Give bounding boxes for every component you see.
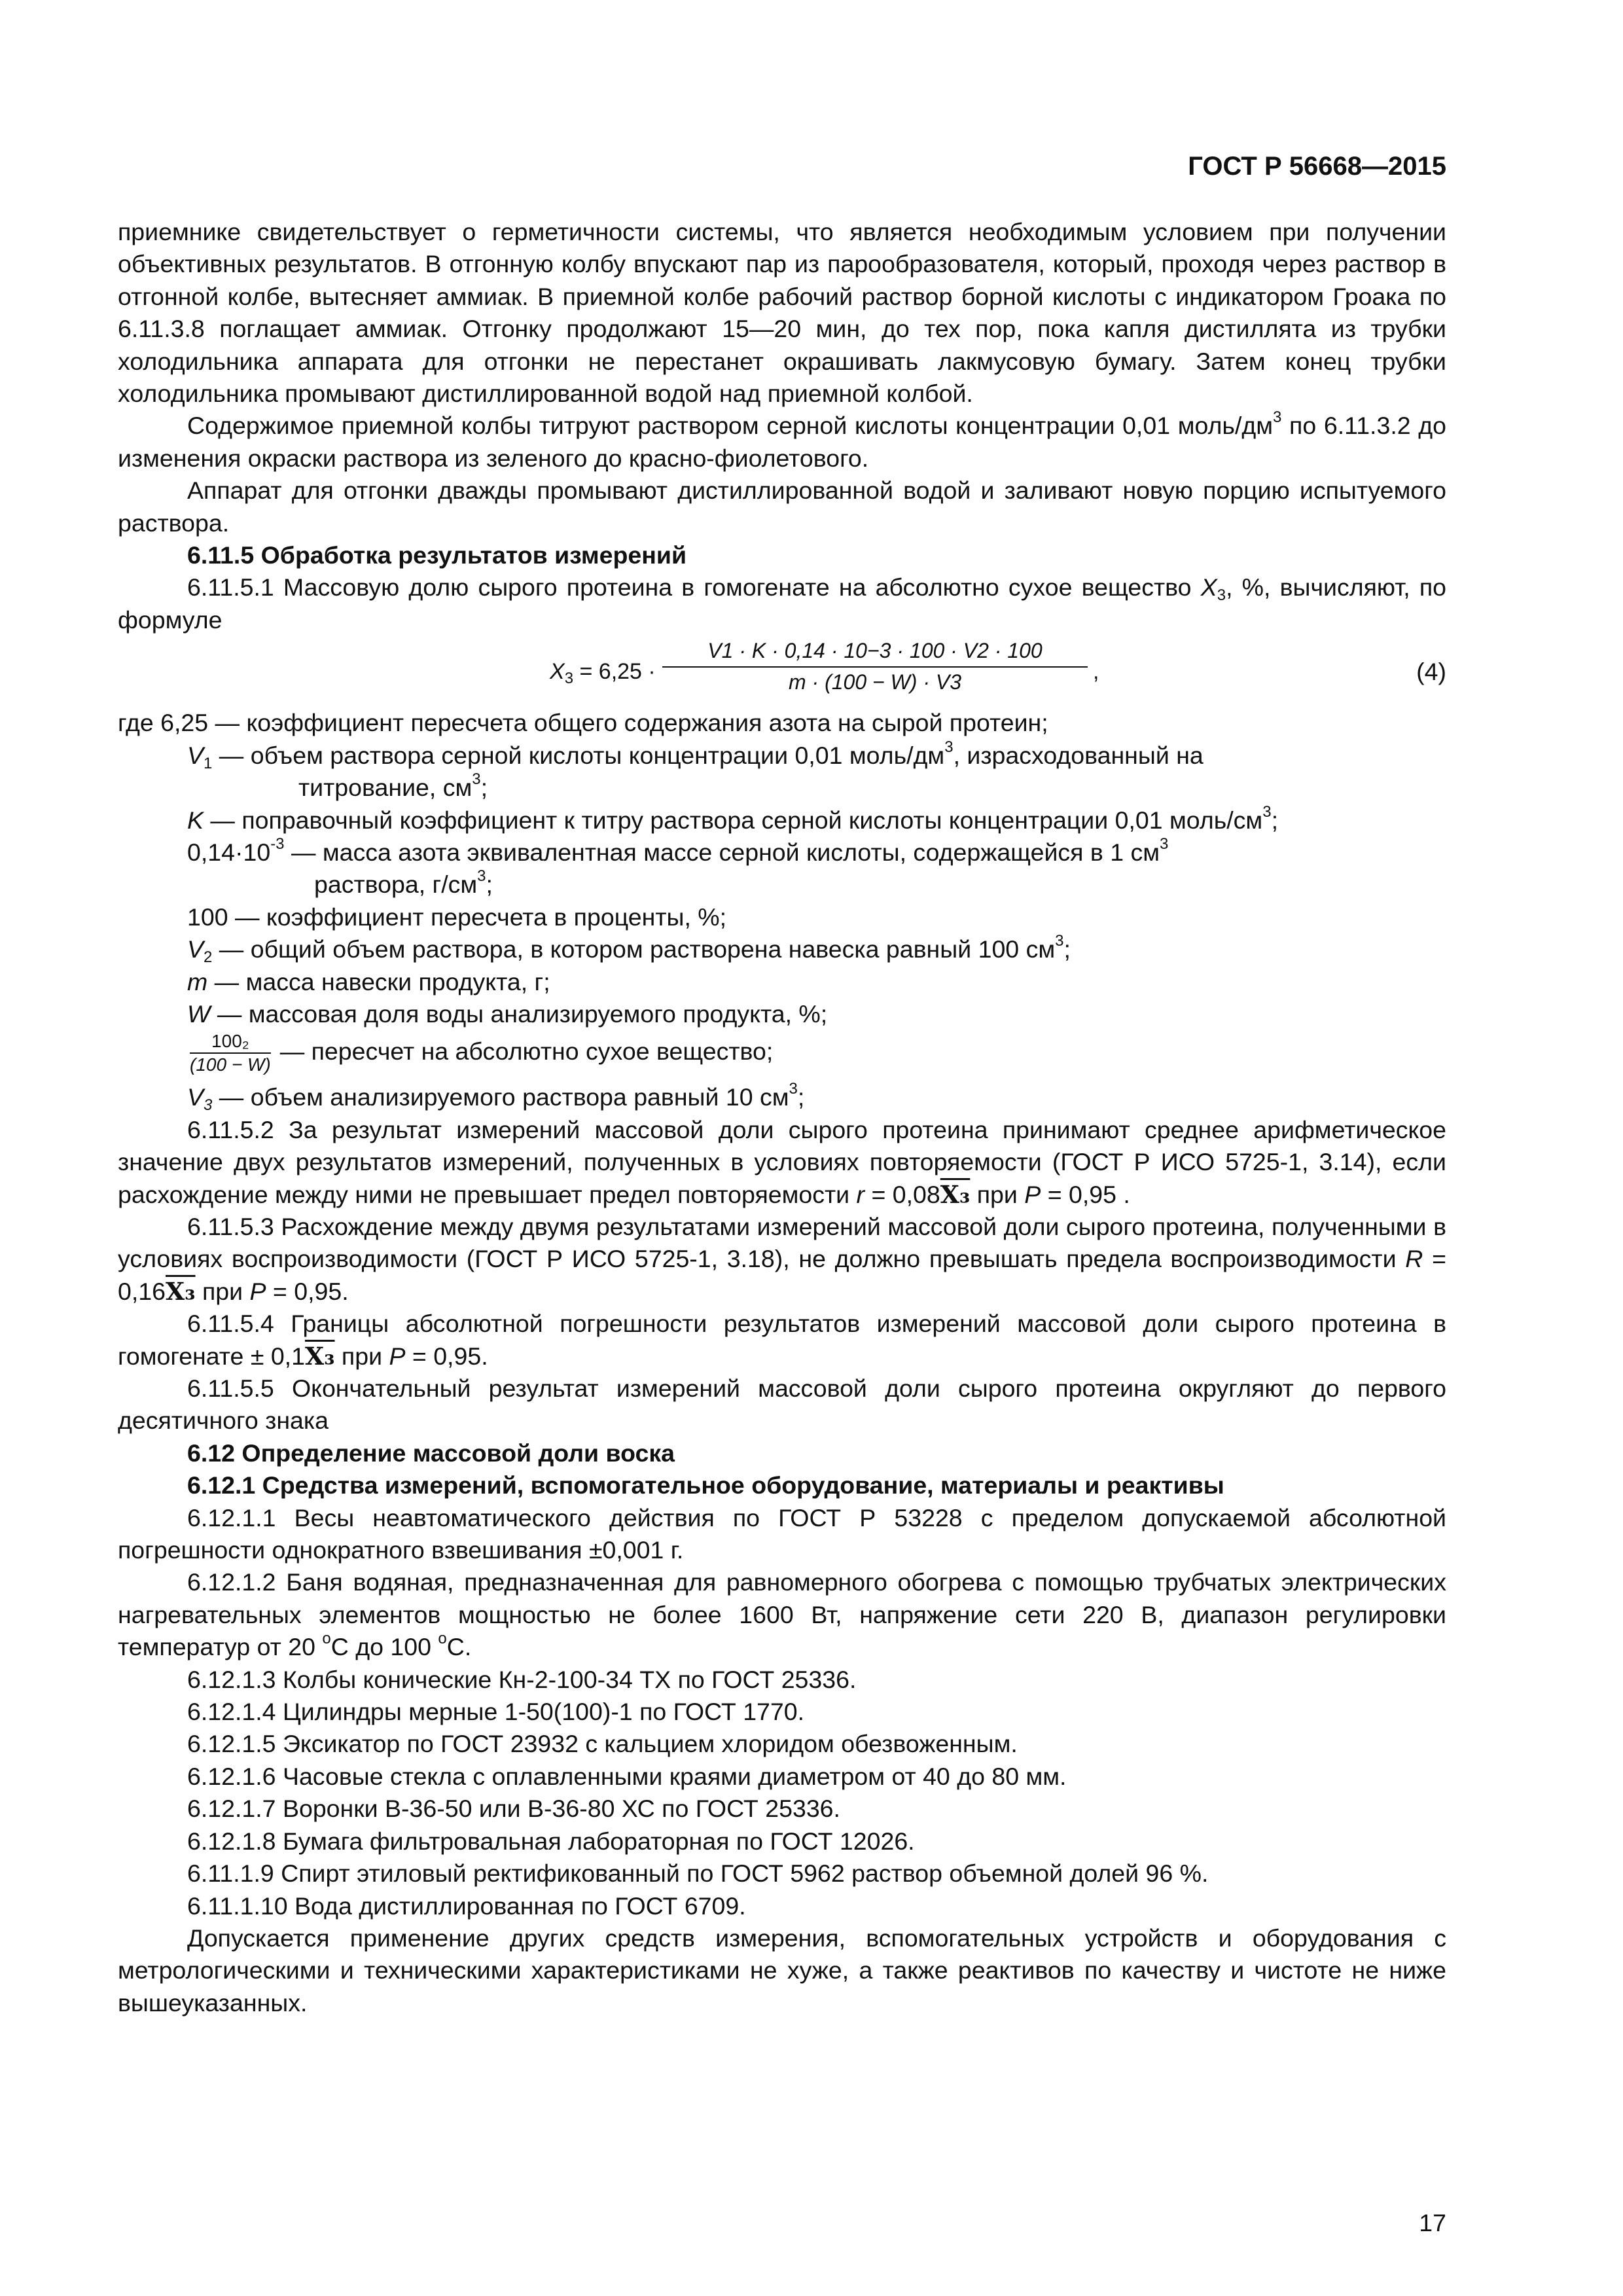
definition: W — массовая доля воды анализируемого продукта, %;	[187, 999, 828, 1028]
definition: m — масса навески продукта, г;	[187, 967, 550, 996]
definition-continuation: раствора, $г/см^3$;	[314, 867, 493, 899]
definition: 100 — коэффициент пересчета в проценты, %;	[187, 903, 727, 931]
paragraph: приемнике свидетельствует о герметичности системы, что является необходимым условием при получении объективных результатов. В отгонную колбу впускают пар из парообразователя, который, проходя через раствор в отгонной колбе, вытесняет аммиак. В приемной колбе рабочий раствор борной кислоты с индикатором Гроака по 6.11.3.8 поглащает аммиак. Отгонку продолжают 15—20 мин, до тех пор, пока капля дистиллята из трубки холодильника аппарата для отгонки не перестанет окрашивать лакмусовую бумагу. Затем конец трубки холодильника промывают дистиллированной водой над приемной колбой.	[118, 218, 1446, 408]
mean-symbol: X₃	[304, 1341, 335, 1371]
paragraph: 6.11.5.3 Расхождение между двумя результатами измерений массовой доли сырого протеина, полученными в условиях воспроизводимости (ГОСТ Р ИСО 5725-1, 3.18), не должно превышать предела воспроизводимости R = 0,16X₃ при P = 0,95.	[118, 1212, 1446, 1306]
definition: $V_2$ — общий объем раствора, в котором растворена навеска равный 100 $см^3$;	[187, 932, 1071, 967]
definition: $V_1$ — объем раствора серной кислоты концентрации 0,01 моль/$дм^3$, израсходованный на	[187, 738, 1204, 772]
definition: где 6,25 — коэффициент пересчета общего содержания азота на сырой протеин;	[118, 709, 1048, 737]
document-header: ГОСТ Р 56668—2015	[1188, 152, 1446, 181]
list-item: 6.11.1.9 Спирт этиловый ректификованный по ГОСТ 5962 раствор объемной долей 96 %.	[187, 1859, 1209, 1888]
list-item: 6.12.1.2 Баня водяная, предназначенная для равномерного обогрева с помощью трубчатых электрических нагревательных элементов мощностью не более 1600 Вт, напряжение сети 220 В, диапазон регулировки температур от 20 $^o$С до 100 $^o$С.	[118, 1568, 1446, 1661]
paragraph: 6.11.5.1 Массовую долю сырого протеина в гомогенате на абсолютно сухое вещество $X_3$, %, вычисляют, по формуле	[118, 573, 1446, 634]
inline-fraction: $\frac{\text{100₂}}{(100 - W)}$	[190, 1031, 271, 1075]
list-item: 6.12.1.4 Цилиндры мерные 1-50(100)-1 по ГОСТ 1770.	[187, 1698, 805, 1726]
list-item: 6.12.1.1 Весы неавтоматического действия по ГОСТ Р 53228 с пределом допускаемой абсолютной погрешности однократного взвешивания ±0,001 г.	[118, 1503, 1446, 1564]
list-item: 6.12.1.3 Колбы конические Кн-2-100-34 ТХ по ГОСТ 25336.	[187, 1665, 857, 1693]
variable-definitions	[118, 707, 1446, 1113]
paragraph: Содержимое приемной колбы титруют раствором серной кислоты концентрации 0,01 моль/$дм^3$ по 6.11.3.2 до изменения окраски раствора из зеленого до красно-фиолетового.	[118, 408, 1446, 472]
section-heading: 6.11.5 Обработка результатов измерений	[187, 541, 687, 569]
mean-symbol: X₃	[166, 1276, 196, 1306]
definition-continuation: титрование, $см^3$;	[298, 770, 488, 802]
section-heading: 6.12 Определение массовой доли воска	[187, 1439, 675, 1467]
page-number: 17	[1419, 2209, 1446, 2236]
definition: K — поправочный коэффициент к титру раствора серной кислоты концентрации 0,01 моль/$см^3$;	[187, 802, 1278, 834]
formula-number: (4)	[1416, 658, 1446, 686]
superscript: 3	[1273, 408, 1282, 427]
list-item: 6.12.1.7 Воронки В-36-50 или В-36-80 ХС по ГОСТ 25336.	[187, 1795, 840, 1823]
list-item: 6.11.1.10 Вода дистиллированная по ГОСТ 6709.	[187, 1892, 746, 1920]
formula: $X_3 = 6,25$ · $\frac{V1 \cdot K \cdot 0,14 \cdot 10-3 \cdot 100 \cdot V2 \cdot 100}{m \cdot (100 - W) \cdot V3}$ , (4)	[118, 636, 1446, 707]
document-body	[118, 216, 1446, 2019]
list-item: 6.12.1.6 Часовые стекла с оплавленными краями диаметром от 40 до 80 мм.	[187, 1762, 1067, 1790]
mean-symbol: X₃	[940, 1179, 971, 1209]
formula-denominator: m · (100 − W) · V3	[788, 670, 962, 694]
paragraph: 6.11.5.5 Окончательный результат измерений массовой доли сырого протеина округляют до первого десятичного знака	[118, 1374, 1446, 1435]
formula-numerator: V1 · K · 0,14 · 10−3 · 100 · V2 · 100	[662, 636, 1088, 668]
list-item: 6.12.1.5 Эксикатор по ГОСТ 23932 с кальцием хлоридом обезвоженным.	[187, 1730, 1018, 1758]
definition: $\frac{\text{100₂}}{(100 - W)}$ — пересчет на абсолютно сухое вещество;	[190, 1031, 774, 1075]
paragraph: 6.11.5.2 За результат измерений массовой доли сырого протеина принимают среднее арифметическое значение двух результатов измерений, полученных в условиях повторяемости (ГОСТ Р ИСО 5725-1, 3.14), если расхождение между ними не превышает предел повторяемости r = 0,08X₃ при P = 0,95 .	[118, 1115, 1446, 1209]
paragraph: Аппарат для отгонки дважды промывают дистиллированной водой и заливают новую порцию испытуемого раствора.	[118, 476, 1446, 537]
definition: $V_3$ — объем анализируемого раствора равный 10 $см^3$;	[187, 1080, 805, 1115]
document-page	[118, 0, 1446, 2296]
paragraph: Допускается применение других средств измерения, вспомогательных устройств и оборудования с метрологическими и техническими характеристиками не хуже, а также реактивов по качеству и чистоте не ниже вышеуказанных.	[118, 1924, 1446, 2017]
paragraph: 6.11.5.4 Границы абсолютной погрешности результатов измерений массовой доли сырого протеина в гомогенате ± 0,1X₃ при P = 0,95.	[118, 1310, 1446, 1371]
list-item: 6.12.1.8 Бумага фильтровальная лабораторная по ГОСТ 12026.	[187, 1827, 915, 1855]
formula-fraction	[662, 636, 1088, 696]
subsection-heading: 6.12.1 Средства измерений, вспомогательное оборудование, материалы и реактивы	[187, 1471, 1224, 1499]
definition: $0,14\cdot 10^{-3}$ — масса азота эквивалентная массе серной кислоты, содержащейся в 1 $см^3$	[187, 834, 1169, 866]
